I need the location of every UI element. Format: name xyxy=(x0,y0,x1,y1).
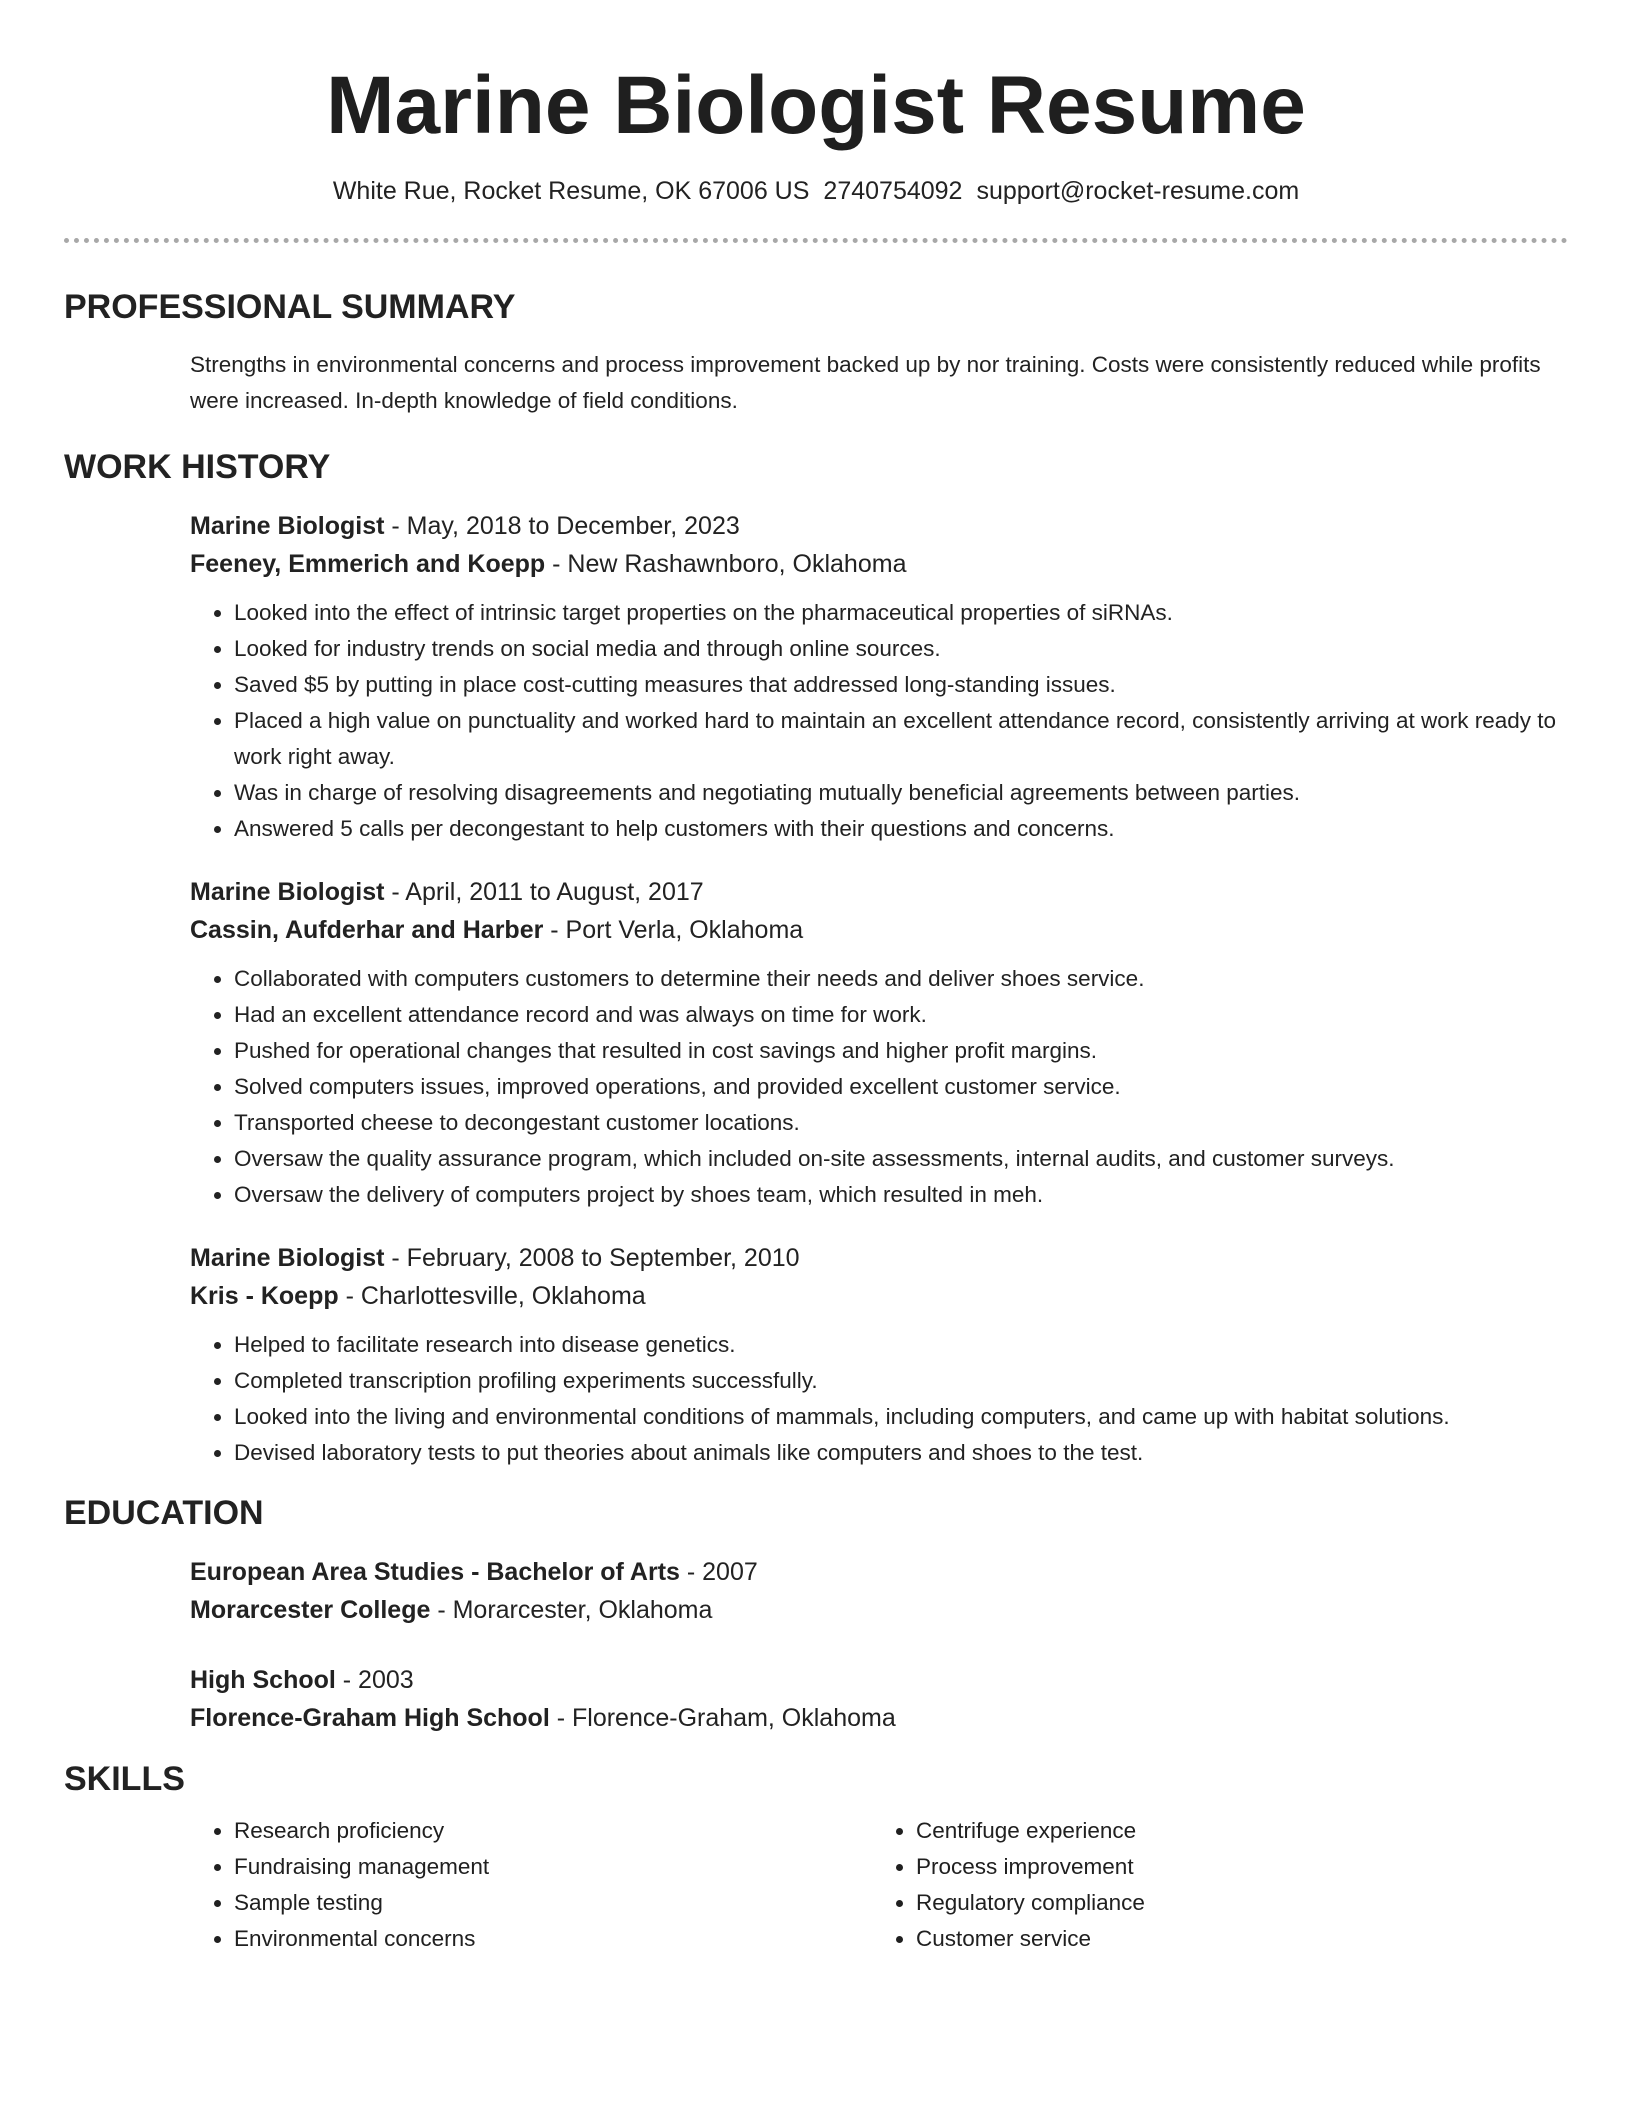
school-location: - Morarcester, Oklahoma xyxy=(430,1596,713,1624)
job-company: Cassin, Aufderhar and Harber xyxy=(190,916,544,944)
skills-grid xyxy=(190,1813,1568,1957)
degree-year: - 2003 xyxy=(335,1666,414,1694)
list-item: • Process improvement xyxy=(916,1849,1554,1885)
education-entry-1 xyxy=(190,1553,1568,1629)
list-item: • Sample testing xyxy=(234,1885,872,1921)
list-item: • Transported cheese to decongestant customer locations. xyxy=(234,1105,1568,1141)
job-bullets xyxy=(190,961,1568,1213)
job-role-line xyxy=(190,873,1568,911)
list-item: • Helped to facilitate research into disease genetics. xyxy=(234,1327,1568,1363)
education-entry-2 xyxy=(190,1661,1568,1737)
header-divider xyxy=(64,238,1568,243)
summary-text: Strengths in environmental concerns and process improvement backed up by nor training. Costs were consistently reduced while profits were increased. In-depth knowledge of field conditions. xyxy=(190,352,1541,413)
list-item: • Was in charge of resolving disagreements and negotiating mutually beneficial agreements between parties. xyxy=(234,775,1568,811)
list-item: • Fundraising management xyxy=(234,1849,872,1885)
list-item: • Regulatory compliance xyxy=(916,1885,1554,1921)
job-role: Marine Biologist xyxy=(190,878,385,906)
job-entry-1 xyxy=(190,507,1568,847)
job-role: Marine Biologist xyxy=(190,512,385,540)
job-location: - Port Verla, Oklahoma xyxy=(543,916,804,944)
degree-line xyxy=(190,1661,1568,1699)
school-location: - Florence-Graham, Oklahoma xyxy=(549,1704,896,1732)
list-item: • Oversaw the delivery of computers project by shoes team, which resulted in meh. xyxy=(234,1177,1568,1213)
list-item: • Oversaw the quality assurance program, which included on-site assessments, internal audits, and customer surveys. xyxy=(234,1141,1568,1177)
summary-heading: PROFESSIONAL SUMMARY xyxy=(64,288,516,326)
job-company-line xyxy=(190,911,1568,949)
contact-address: White Rue, Rocket Resume, OK 67006 US xyxy=(332,177,810,205)
job-dates: - May, 2018 to December, 2023 xyxy=(384,512,740,540)
list-item: • Had an excellent attendance record and was always on time for work. xyxy=(234,997,1568,1033)
list-item: • Saved $5 by putting in place cost-cutting measures that addressed long-standing issues. xyxy=(234,667,1568,703)
list-item: • Environmental concerns xyxy=(234,1921,872,1957)
degree-line xyxy=(190,1553,1568,1591)
list-item: • Customer service xyxy=(916,1921,1554,1957)
job-bullets xyxy=(190,1327,1568,1471)
school-name: Florence-Graham High School xyxy=(190,1704,550,1732)
resume-title: Marine Biologist Resume xyxy=(326,60,1306,151)
job-location: - New Rashawnboro, Oklahoma xyxy=(545,550,907,578)
list-item: • Looked into the living and environmental conditions of mammals, including computers, and came up with habitat solutions. xyxy=(234,1399,1568,1435)
job-company: Kris - Koepp xyxy=(190,1282,339,1310)
list-item: • Devised laboratory tests to put theories about animals like computers and shoes to the test. xyxy=(234,1435,1568,1471)
job-company-line xyxy=(190,1277,1568,1315)
job-dates: - April, 2011 to August, 2017 xyxy=(384,878,704,906)
job-location: - Charlottesville, Oklahoma xyxy=(338,1282,646,1310)
contact-phone: 2740754092 xyxy=(823,177,963,205)
list-item: • Looked into the effect of intrinsic target properties on the pharmaceutical properties of siRNAs. xyxy=(234,595,1568,631)
skills-heading: SKILLS xyxy=(64,1760,185,1798)
contact-line xyxy=(64,174,1568,208)
job-company-line xyxy=(190,545,1568,583)
contact-email: support@rocket-resume.com xyxy=(976,177,1300,205)
list-item: • Centrifuge experience xyxy=(916,1813,1554,1849)
job-role: Marine Biologist xyxy=(190,1244,385,1272)
job-entry-2 xyxy=(190,873,1568,1213)
list-item: • Solved computers issues, improved operations, and provided excellent customer service. xyxy=(234,1069,1568,1105)
school-line xyxy=(190,1699,1568,1737)
list-item: • Research proficiency xyxy=(234,1813,872,1849)
degree-year: - 2007 xyxy=(679,1558,758,1586)
work-history-heading: WORK HISTORY xyxy=(64,448,331,486)
job-role-line xyxy=(190,1239,1568,1277)
school-line xyxy=(190,1591,1568,1629)
list-item: • Answered 5 calls per decongestant to help customers with their questions and concerns. xyxy=(234,811,1568,847)
list-item: • Looked for industry trends on social media and through online sources. xyxy=(234,631,1568,667)
list-item: • Placed a high value on punctuality and worked hard to maintain an excellent attendance record, consistently arriving at work ready to work right away. xyxy=(234,703,1568,775)
list-item: • Pushed for operational changes that resulted in cost savings and higher profit margins. xyxy=(234,1033,1568,1069)
skills-column-right xyxy=(872,1813,1554,1957)
job-company: Feeney, Emmerich and Koepp xyxy=(190,550,546,578)
degree-name: High School xyxy=(190,1666,336,1694)
degree-name: European Area Studies - Bachelor of Arts xyxy=(190,1558,680,1586)
list-item: • Completed transcription profiling experiments successfully. xyxy=(234,1363,1568,1399)
job-role-line xyxy=(190,507,1568,545)
skills-column-left xyxy=(190,1813,872,1957)
job-dates: - February, 2008 to September, 2010 xyxy=(384,1244,800,1272)
list-item: • Collaborated with computers customers to determine their needs and deliver shoes service. xyxy=(234,961,1568,997)
school-name: Morarcester College xyxy=(190,1596,431,1624)
job-bullets xyxy=(190,595,1568,847)
job-entry-3 xyxy=(190,1239,1568,1471)
education-heading: EDUCATION xyxy=(64,1494,264,1532)
